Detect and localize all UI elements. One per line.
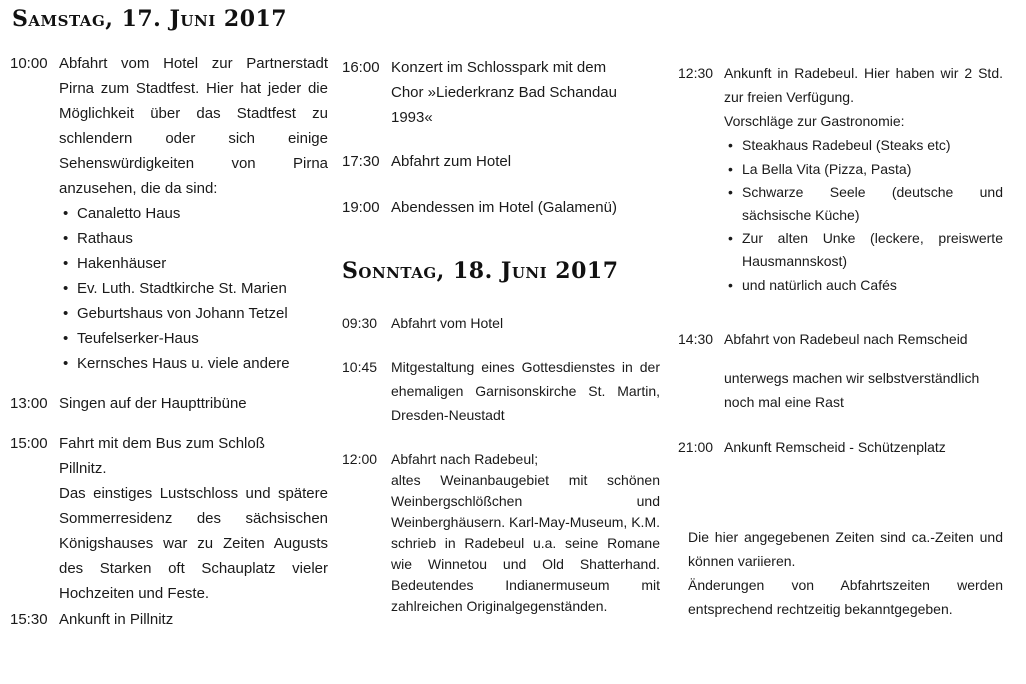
entry-time: 10:45 [342,359,378,375]
list-item: • La Bella Vita (Pizza, Pasta) [726,157,1003,181]
sunday-heading: Sonntag, 18. Juni 2017 [342,258,619,284]
list-item: • Rathaus [61,226,328,251]
entry-time: 09:30 [342,315,378,331]
entry-description: altes Weinanbaugebiet mit schönen Weinbergschlößchen und Weinberghäusern. Karl-May-Museum, K.M. schrieb in Radebeul u.a. seine Romane wie Winnetou und Old Shatterhand. Bedeutendes Indianermuseum mit zahlreichen Originalgegenständen. [391,472,660,614]
entry-time: 14:30 [678,331,714,347]
entry-time: 12:30 [678,65,714,81]
entry-text: Singen auf der Haupttribüne [59,395,247,412]
entry-text: Ankunft in Radebeul. Hier haben wir 2 Std. zur freien Verfügung. [724,65,1003,105]
schedule-entry-1300 [10,391,328,416]
entry-text: Konzert im Schlosspark mit dem Chor »Liederkranz Bad Schandau 1993« [391,59,617,126]
list-item: • Canaletto Haus [61,201,328,226]
entry-time: 19:00 [342,199,380,216]
entry-description: Das einstiges Lustschloss und spätere Sommerresidenz des sächsischen Königshauses war zu Zeiten Augusts des Starken oft Schauplatz vieler Hochzeiten und Feste. [59,485,328,602]
entry-body [59,431,328,606]
entry-text: Abfahrt nach Radebeul; [391,451,539,467]
sights-list [61,201,328,376]
entry-time: 15:30 [10,611,48,628]
list-item: • Schwarze Seele (deutsche und sächsische Küche) [726,181,1003,227]
schedule-entry-1000 [10,51,328,376]
entry-body [391,195,660,220]
entry-time: 15:00 [10,435,48,452]
entry-time: 21:00 [678,439,714,455]
list-item: • Kernsches Haus u. viele andere [61,351,328,376]
entry-time: 13:00 [10,395,48,412]
schedule-entry-0930 [342,311,660,336]
entry-text: Abfahrt vom Hotel zur Partnerstadt Pirna zum Stadtfest. Hier hat jeder die Möglichkeit über das Stadtfest zu schlendern oder sich einige Sehenswürdigkeiten von Pirna anzusehen, die da sind: [59,55,328,197]
entry-time: 12:00 [342,451,378,467]
entry-body [59,607,328,632]
list-item: • Teufelserker-Haus [61,326,328,351]
note-times: Die hier angegebenen Zeiten sind ca.-Zeiten und können variieren. [688,529,1003,569]
schedule-entry-1600 [342,55,660,130]
note-changes: Änderungen von Abfahrtszeiten werden entsprechend rechtzeitig bekanntgegeben. [688,577,1003,617]
entry-description: unterwegs machen wir selbstverständlich noch mal eine Rast [724,370,980,410]
list-item: • Hakenhäuser [61,251,328,276]
gastronomy-heading: Vorschläge zur Gastronomie: [724,113,905,129]
schedule-entry-1045 [342,355,660,427]
schedule-entry-1500 [10,431,328,606]
entry-text: Ankunft Remscheid - Schützenplatz [724,439,946,455]
schedule-entry-1430 [678,327,1003,414]
entry-body [724,61,1003,297]
entry-body [59,391,328,416]
entry-body [724,327,1003,414]
list-item: • Zur alten Unke (leckere, preiswerte Hausmannskost) [726,227,1003,273]
schedule-entry-2100 [678,435,1003,460]
schedule-entry-1730 [342,149,660,174]
list-item: • Steakhaus Radebeul (Steaks etc) [726,133,1003,157]
list-item: • Geburtshaus von Johann Tetzel [61,301,328,326]
entry-text: Abfahrt von Radebeul nach Remscheid [724,331,968,347]
entry-body [59,51,328,376]
entry-body [391,149,660,174]
saturday-heading: Samstag, 17. Juni 2017 [12,6,288,32]
entry-text: Abendessen im Hotel (Galamenü) [391,199,617,216]
schedule-entry-1200 [342,449,660,617]
entry-time: 16:00 [342,59,380,76]
entry-body [391,355,660,427]
entry-text: Ankunft in Pillnitz [59,611,174,628]
list-item: • Ev. Luth. Stadtkirche St. Marien [61,276,328,301]
schedule-entry-1530 [10,607,328,632]
list-item: • und natürlich auch Cafés [726,273,1003,297]
entry-time: 10:00 [10,55,48,72]
entry-body [391,449,660,617]
entry-body [391,55,640,130]
entry-text: Abfahrt zum Hotel [391,153,512,170]
entry-text: Abfahrt vom Hotel [391,315,504,331]
schedule-entry-1230 [678,61,1003,297]
entry-body [724,435,1003,460]
entry-text: Mitgestaltung eines Gottesdienstes in der ehemaligen Garnisonskirche St. Martin, Dresden-Neustadt [391,359,660,423]
schedule-entry-1900 [342,195,660,220]
entry-text: Fahrt mit dem Bus zum Schloß Pillnitz. [59,435,265,477]
entry-body [391,311,660,336]
entry-time: 17:30 [342,153,380,170]
gastronomy-list [726,133,1003,297]
